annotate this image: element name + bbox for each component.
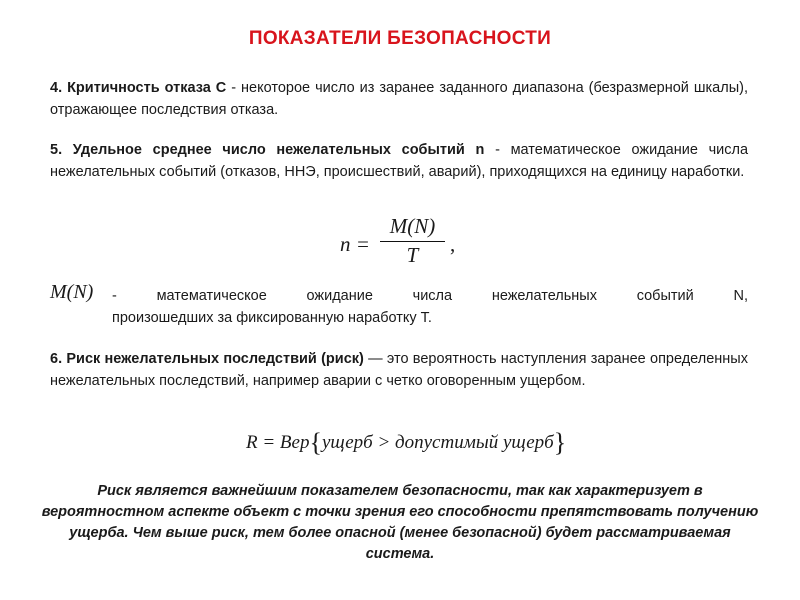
formula-risk: [246, 428, 566, 458]
item-6-heading: 6. Риск нежелательных последствий (риск): [50, 351, 364, 367]
formula-risk-lhs: R = Вер: [246, 432, 310, 453]
conclusion-text: Риск является важнейшим показателем безопасности, так как характеризует в вероятностном аспекте объект с точки зрения его способности препятствовать получению ущерба. Чем выше риск, тем более опасной (менее безопасной) будет рассматриваемая система.: [41, 483, 759, 562]
mn-definition-line2: произошедших за фиксированную наработку Т.: [112, 310, 432, 326]
item-4-heading: 4. Критичность отказа С: [50, 80, 227, 96]
page-title: ПОКАЗАТЕЛИ БЕЗОПАСНОСТИ: [248, 28, 552, 49]
fraction-bar: [380, 241, 445, 242]
formula-n-lhs: n =: [340, 232, 370, 256]
item-5-paragraph: [50, 139, 748, 183]
formula-risk-open-brace: {: [309, 428, 322, 457]
item-4-text: - некоторое число из заранее заданного диапазона (безразмерной шкалы), отражающее последствия отказа.: [50, 80, 748, 118]
mn-definition-line1: - математическое ожидание числа нежелательных событий N,: [112, 288, 748, 304]
formula-risk-body: ущерб > допустимый ущерб: [321, 432, 554, 453]
formula-risk-close-brace: }: [553, 428, 567, 457]
formula-n-fraction: [380, 214, 445, 268]
mn-definition: [112, 285, 748, 329]
mn-symbol: M(N): [50, 281, 94, 303]
formula-n-numerator: M(N): [389, 214, 436, 238]
formula-n: [340, 214, 480, 274]
formula-n-comma: ,: [450, 232, 456, 256]
item-4-paragraph: [50, 77, 748, 121]
formula-n-denominator: T: [406, 243, 419, 267]
item-5-text: - математическое ожидание числа нежелательных событий (отказов, ННЭ, происшествий, аварий), приходящихся на единицу наработки.: [50, 142, 749, 180]
item-5-heading: 5. Удельное среднее число нежелательных событий n: [50, 142, 485, 158]
item-6-paragraph: [50, 348, 748, 392]
item-6-text: — это вероятность наступления заранее определенных нежелательных последствий, например аварии с четко оговоренным ущербом.: [50, 351, 748, 389]
